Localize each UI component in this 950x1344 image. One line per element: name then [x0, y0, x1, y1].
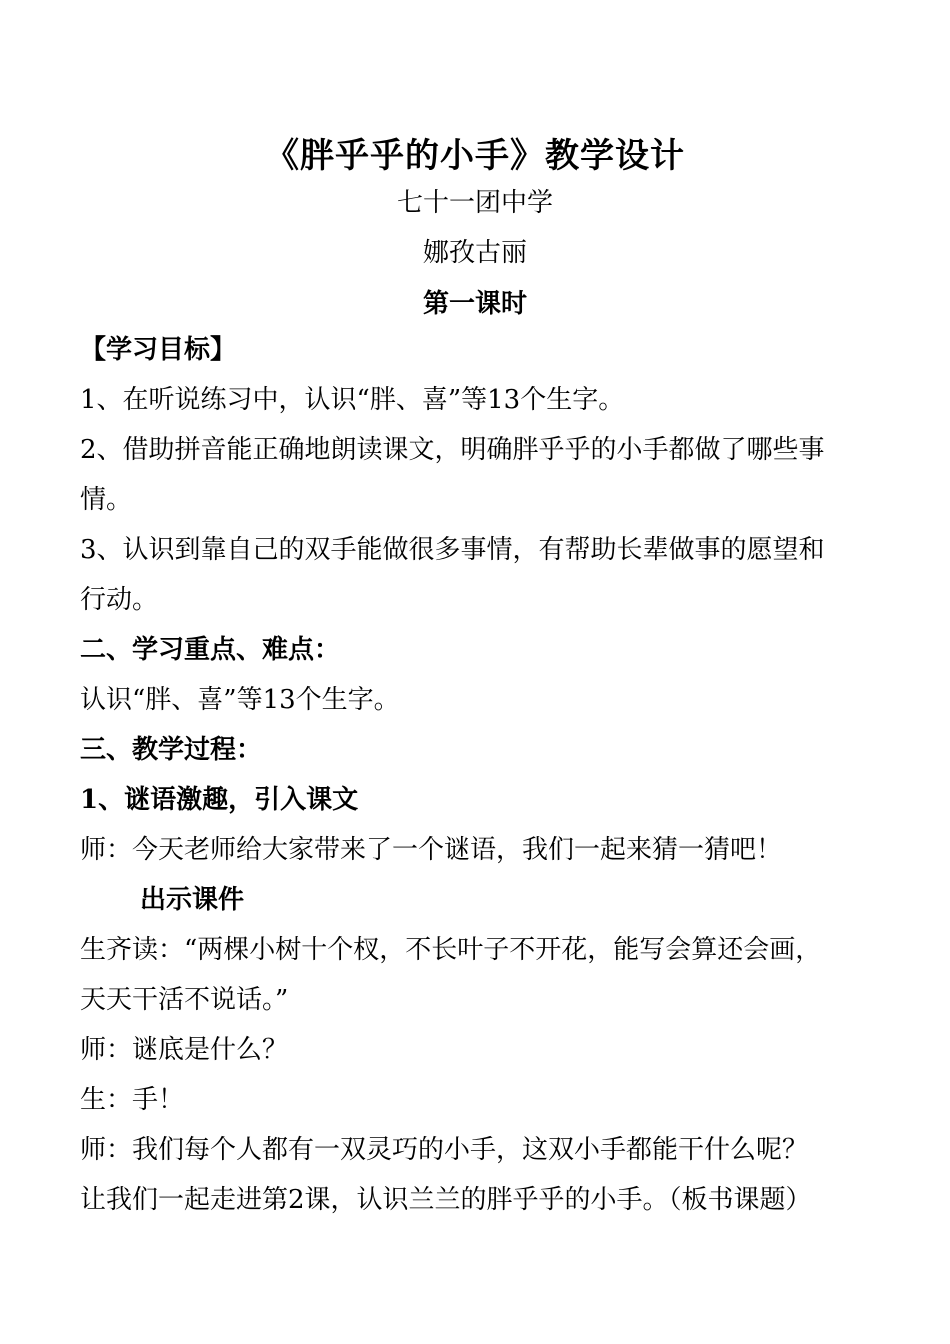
- school-name: 七十一团中学: [396, 188, 553, 218]
- document-title: 《胖乎乎的小手》教学设计: [265, 136, 685, 176]
- key-points-text: 认识“胖、喜”等13个生字。: [80, 685, 400, 715]
- author-name: 娜孜古丽: [422, 238, 527, 268]
- paragraph-teacher-3-line-1: 师：我们每个人都有一双灵巧的小手，这双小手都能干什么呢？: [80, 1135, 809, 1165]
- process-heading: 三、教学过程：: [80, 735, 263, 765]
- lesson-label: 第一课时: [422, 289, 527, 319]
- show-courseware-label: 出示课件: [140, 885, 245, 915]
- paragraph-student-1: 生：手！: [80, 1085, 185, 1115]
- goal-3-line-2: 行动。: [80, 585, 159, 615]
- goal-2-line-1: 2、借助拼音能正确地朗读课文，明确胖乎乎的小手都做了哪些事: [80, 435, 825, 465]
- goal-3-line-1: 3、认识到靠自己的双手能做很多事情，有帮助长辈做事的愿望和: [80, 535, 825, 565]
- goal-1: 1、在听说练习中，认识“胖、喜”等13个生字。: [80, 385, 625, 415]
- paragraph-teacher-1: 师：今天老师给大家带来了一个谜语，我们一起来猜一猜吧！: [80, 835, 783, 865]
- riddle-line-2: 天天干活不说话。”: [80, 985, 289, 1015]
- goal-2-line-2: 情。: [80, 485, 133, 515]
- paragraph-teacher-2: 师：谜底是什么？: [80, 1035, 289, 1065]
- goals-heading: 【学习目标】: [80, 335, 237, 365]
- step-1-heading: 1、谜语激趣，引入课文: [80, 785, 359, 815]
- paragraph-teacher-3-line-2: 让我们一起走进第2课，认识兰兰的胖乎乎的小手。（板书课题）: [80, 1185, 812, 1215]
- riddle-line-1: 生齐读：“两棵小树十个杈，不长叶子不开花，能写会算还会画，: [80, 935, 822, 965]
- key-points-heading: 二、学习重点、难点：: [80, 635, 341, 665]
